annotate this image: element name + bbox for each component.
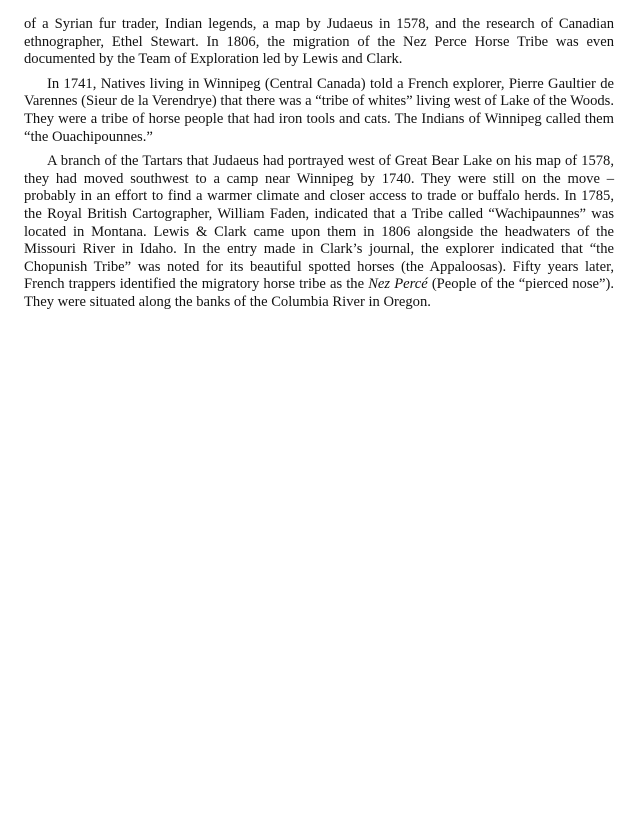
paragraph-verendrye: In 1741, Natives living in Winnipeg (Central Canada) told a French explorer, Pierre Gaultier de Varennes (Sieur de la Verendrye) that there was a “tribe of whites” living west of Lake of the Woods. They were a tribe of horse people that had iron tools and cats. The Indians of Winnipeg called them “the Ouachipounnes.” xyxy=(24,75,614,145)
paragraph-text-after-italic: (People of the “pierced nose”). They were situated along the banks of the Columbia River in Oregon. xyxy=(24,276,614,310)
document-page xyxy=(24,16,614,319)
italic-term-nez-perce: Nez Percé xyxy=(368,276,428,293)
paragraph-text-before-italic: A branch of the Tartars that Judaeus had portrayed west of Great Bear Lake on his map of 1578, they had moved southwest to a camp near Winnipeg by 1740. They were still on the move – probably in an effort to find a warmer climate and closer access to trade or buffalo herds. In 1785, the Royal British Cartographer, William Faden, indicated that a Tribe called “Wachipaunnes” was located in Montana. Lewis & Clark came upon them in 1806 alongside the headwaters of the Missouri River in Idaho. In the entry made in Clark’s journal, the explorer indicated that “the Chopunish Tribe” was noted for its beautiful spotted horses (the Appaloosas). Fifty years later, French trappers identified the migratory horse tribe as the xyxy=(24,153,614,293)
paragraph-tartars xyxy=(24,153,614,311)
paragraph-continued: of a Syrian fur trader, Indian legends, a map by Judaeus in 1578, and the research of Canadian ethnographer, Ethel Stewart. In 1806, the migration of the Nez Perce Horse Tribe was even documented by the Team of Exploration led by Lewis and Clark. xyxy=(24,16,614,68)
